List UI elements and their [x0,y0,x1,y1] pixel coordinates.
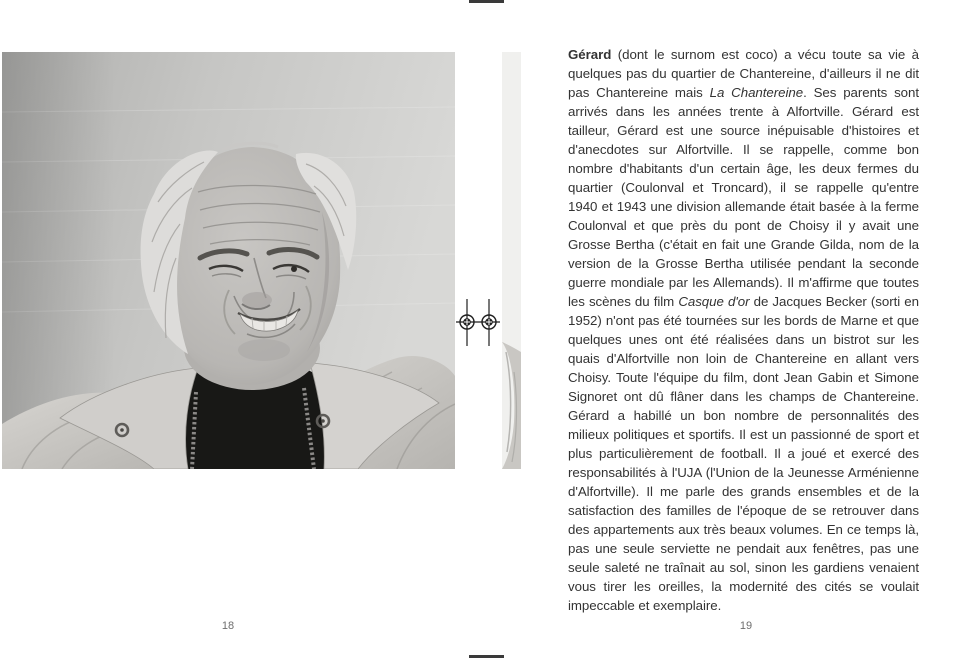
text-segment-normal: de Jacques Becker (sorti en 1952) n'ont pas été tournées sur les bords de Marne et que quelques unes ont été réalisées dans un bistrot sur les quais d'Alfortville non loin de Chantereine en allant vers Choisy. Toute l'équipe du film, dont Jean Gabin et Simone Signoret ont dû flâner dans les champs de Chantereine. Gérard a habillé un bon nombre de personnalités des milieux politiques et sportifs. Il est un passionné de sport et plus particulièrement de football. Il a joué et exercé des responsabilités à l'UJA (l'Union de la Jeunesse Arménienne d'Alfortville). Il me parle des grands ensembles et de la satisfaction des familles de l'époque de se retrouver dans des appartements aux très beaux volumes. En ce temps là, pas une seule serviette ne pendait aux fenêtres, pas une seule saleté ne traînait au sol, sinon les gardiens venaient vous tirer les oreilles, la modernité des cités se voulait impeccable et exemplaire. [568,294,919,613]
text-segment-bold: Gérard [568,47,612,62]
text-segment-italic: Casque d'or [678,294,750,309]
portrait-photo-drawing [2,52,455,469]
text-segment-normal: . Ses parents sont arrivés dans les années trente à Alfortville. Gérard est tailleur, Gérard est une source inépuisable d'histoires et d'anecdotes sur Alfortville. Il se rappelle, comme bon nombre d'habitants d'un certain âge, les deux fermes du quartier (Coulonval et Troncard), il se rappelle qu'entre 1940 et 1943 une division allemande était basée à la ferme Coulonval et que près du pont de Choisy il y avait une Grosse Bertha (c'était en fait une Grande Gilda, nom de la version de la Grosse Bertha utilisée pendant la seconde guerre mondiale par les Allemands). Il m'affirme que toutes les scènes du film [568,85,920,309]
fold-mark-top-icon [469,0,504,3]
portrait-photo [2,52,455,469]
page-number-left: 18 [221,620,235,632]
text-segment-normal: (dont le surnom est coco) a vécu toute sa vie à quelques pas du quartier de Chantereine, d'ailleurs il ne dit pas Chantereine mais [568,47,919,100]
body-text [568,45,919,615]
registration-marks-icon [444,296,512,350]
fold-mark-bottom-icon [469,655,504,658]
page-number-right: 19 [739,620,753,632]
text-segment-italic: La Chantereine [709,85,804,100]
gutter-photo-sliver [502,52,521,469]
